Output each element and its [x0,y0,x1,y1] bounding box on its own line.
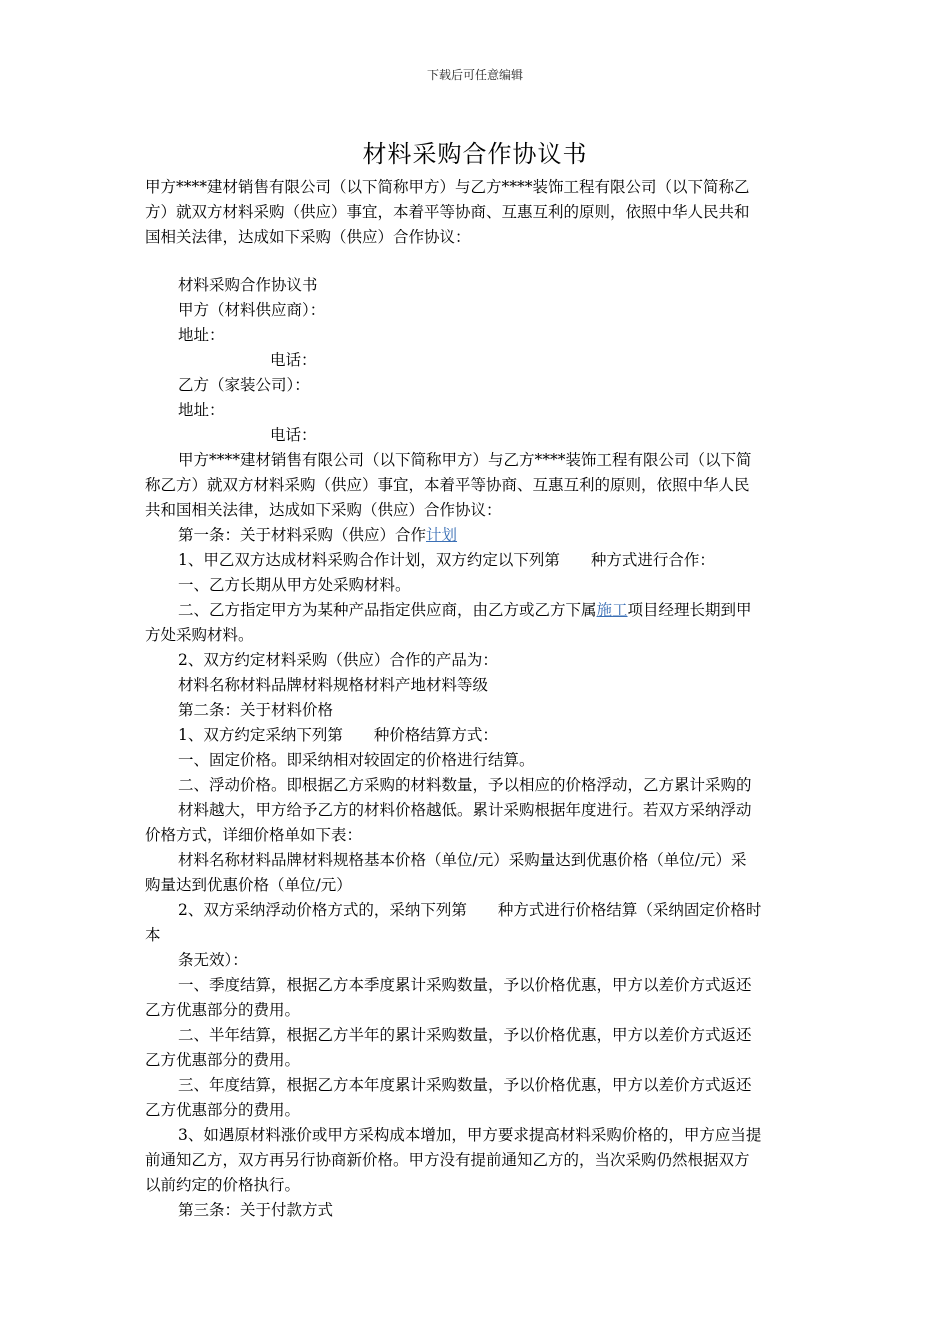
float-price-cont: 材料越大，甲方给予乙方的材料价格越低。累计采购根据年度进行。若双方采纳浮动 [178,801,752,819]
phone-a-label: 电话： [270,351,317,369]
quarterly-settlement: 一、季度结算，根据乙方本季度累计采购数量，予以价格优惠，甲方以差价方式返还 [178,976,752,994]
float-price: 二、浮动价格。即根据乙方采购的材料数量，予以相应的价格浮动，乙方累计采购的 [178,776,752,794]
article-1-option-2 [178,598,752,622]
article-2-item-2: 2、双方采纳浮动价格方式的，采纳下列第 种方式进行价格结算（采纳固定价格时 [178,901,762,919]
article-1-option-2-cont: 方处采购材料。 [145,626,254,644]
intro-line: 国相关法律，达成如下采购（供应）合作协议： [145,228,471,246]
preamble-line: 共和国相关法律，达成如下采购（供应）合作协议： [145,501,502,519]
annual-settlement-cont: 乙方优惠部分的费用。 [145,1101,301,1119]
article-1-heading [178,523,457,547]
agreement-subtitle: 材料采购合作协议书 [178,276,318,294]
construction-link[interactable]: 施工 [596,601,628,619]
document-title: 材料采购合作协议书 [362,140,588,168]
price-table-columns: 材料名称材料品牌材料规格基本价格（单位/元）采购量达到优惠价格（单位/元）采 [178,851,747,869]
article-2-heading: 第二条：关于材料价格 [178,701,334,719]
address-a-label: 地址： [178,326,225,344]
half-year-settlement-cont: 乙方优惠部分的费用。 [145,1051,301,1069]
article-2-item-2-cont: 条无效）： [178,951,248,969]
option-2-text: 二、乙方指定甲方为某种产品指定供应商，由乙方或乙方下属 [178,601,597,619]
article-1-option-1: 一、乙方长期从甲方处采购材料。 [178,576,411,594]
article-2-item-3-cont: 以前约定的价格执行。 [145,1176,301,1194]
intro-line: 方）就双方材料采购（供应）事宜，本着平等协商、互惠互利的原则，依照中华人民共和 [145,203,750,221]
option-2-text-end: 项目经理长期到甲 [627,601,752,619]
intro-line: 甲方****建材销售有限公司（以下简称甲方）与乙方****装饰工程有限公司（以下简称乙 [145,178,750,196]
phone-b-label: 电话： [270,426,317,444]
article-1-heading-text: 第一条：关于材料采购（供应）合作 [178,526,427,544]
party-a-label: 甲方（材料供应商）： [178,301,326,319]
quarterly-settlement-cont: 乙方优惠部分的费用。 [145,1001,301,1019]
half-year-settlement: 二、半年结算，根据乙方半年的累计采购数量，予以价格优惠，甲方以差价方式返还 [178,1026,752,1044]
float-price-cont: 价格方式，详细价格单如下表： [145,826,363,844]
plan-link[interactable]: 计划 [426,526,458,544]
article-2-item-1: 1、双方约定采纳下列第 种价格结算方式： [178,726,498,744]
article-1-item-2: 2、双方约定材料采购（供应）合作的产品为： [178,651,498,669]
product-columns: 材料名称材料品牌材料规格材料产地材料等级 [178,676,489,694]
address-b-label: 地址： [178,401,225,419]
article-2-item-2-cont: 本 [145,926,161,944]
article-2-item-3-cont: 前通知乙方，双方再另行协商新价格。甲方没有提前通知乙方的，当次采购仍然根据双方 [145,1151,750,1169]
fixed-price: 一、固定价格。即采纳相对较固定的价格进行结算。 [178,751,535,769]
article-3-heading: 第三条：关于付款方式 [178,1201,334,1219]
annual-settlement: 三、年度结算，根据乙方本年度累计采购数量，予以价格优惠，甲方以差价方式返还 [178,1076,752,1094]
article-2-item-3: 3、如遇原材料涨价或甲方采构成本增加，甲方要求提高材料采购价格的，甲方应当提 [178,1126,762,1144]
party-b-label: 乙方（家装公司）： [178,376,310,394]
header-note: 下载后可任意编辑 [426,68,523,82]
price-table-columns-cont: 购量达到优惠价格（单位/元） [145,876,352,894]
preamble-line: 称乙方）就双方材料采购（供应）事宜，本着平等协商、互惠互利的原则，依照中华人民 [145,476,750,494]
preamble-line: 甲方****建材销售有限公司（以下简称甲方）与乙方****装饰工程有限公司（以下简 [178,451,752,469]
article-1-item-1: 1、甲乙双方达成材料采购合作计划，双方约定以下列第 种方式进行合作： [178,551,715,569]
